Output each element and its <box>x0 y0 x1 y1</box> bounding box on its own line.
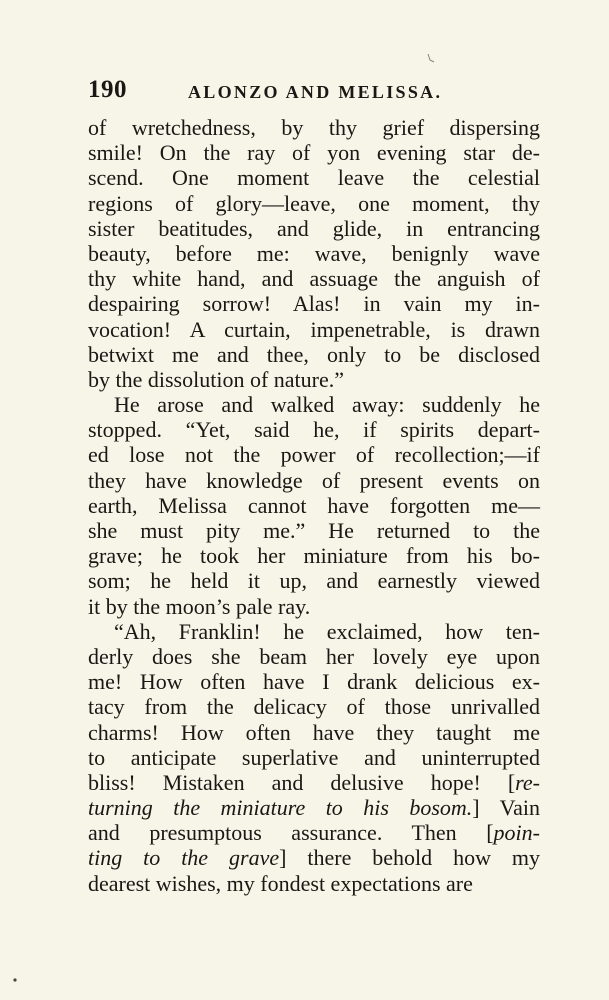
text-line-with-italic: and presumptous assurance. Then [poin- <box>88 820 540 846</box>
page-header <box>88 76 540 110</box>
text-line: of wretchedness, by thy grief dispersing <box>88 115 540 140</box>
text-line-with-italic: bliss! Mistaken and delusive hope! [re- <box>88 769 540 795</box>
ink-speck-bottom <box>13 978 16 981</box>
text-line-with-italic: turning the miniature to his bosom.] Vain <box>88 795 540 821</box>
text-line: grave; he took her miniature from his bo- <box>88 543 540 569</box>
body-text <box>88 115 540 896</box>
text-line: ed lose not the power of recollection;—if <box>88 442 540 468</box>
text-line: scend. One moment leave the celestial <box>88 165 540 191</box>
text-line: stopped. “Yet, said he, if spirits depart- <box>88 417 540 443</box>
paragraph-start-line: “Ah, Franklin! he exclaimed, how ten- <box>114 618 540 644</box>
text-line: beauty, before me: wave, benignly wave <box>88 240 540 266</box>
text-line: it by the moon’s pale ray. <box>88 593 311 619</box>
text-line: sister beatitudes, and glide, in entrancing <box>88 215 540 241</box>
stage-direction-italic: poin- <box>493 820 540 846</box>
text-line: despairing sorrow! Alas! in vain my in- <box>88 291 540 317</box>
stage-direction-italic: re- <box>515 769 540 795</box>
text-line: derly does she beam her lovely eye upon <box>88 643 540 669</box>
text-line: tacy from the delicacy of those unrivalled <box>88 694 540 720</box>
text-line: they have knowledge of present events on <box>88 467 540 493</box>
ink-speck-top <box>428 54 434 62</box>
page-number: 190 <box>88 76 127 103</box>
text-line: vocation! A curtain, impenetrable, is drawn <box>88 316 540 342</box>
text-line: by the dissolution of nature.” <box>88 366 345 392</box>
paragraph-start-line: He arose and walked away: suddenly he <box>114 392 540 418</box>
text-line-with-italic: ting to the grave] there behold how my <box>88 845 541 871</box>
text-line: to anticipate superlative and uninterrupted <box>88 744 540 770</box>
text-line: regions of glory—leave, one moment, thy <box>88 190 540 216</box>
text-line: som; he held it up, and earnestly viewed <box>88 568 540 594</box>
text-line: charms! How often have they taught me <box>88 719 540 745</box>
stage-direction-italic: turning the miniature to his bosom. <box>88 795 473 821</box>
text-line: betwixt me and thee, only to be disclosed <box>88 341 540 367</box>
text-line: me! How often have I drank delicious ex- <box>88 669 540 695</box>
text-line: earth, Melissa cannot have forgotten me— <box>88 492 540 518</box>
text-line: she must pity me.” He returned to the <box>88 518 540 543</box>
running-title: ALONZO AND MELISSA. <box>188 82 443 102</box>
text-line: dearest wishes, my fondest expectations are <box>88 870 473 896</box>
stage-direction-italic: ting to the grave <box>88 845 280 871</box>
text-line: smile! On the ray of yon evening star de- <box>88 140 540 166</box>
text-line: thy white hand, and assuage the anguish of <box>88 266 540 292</box>
